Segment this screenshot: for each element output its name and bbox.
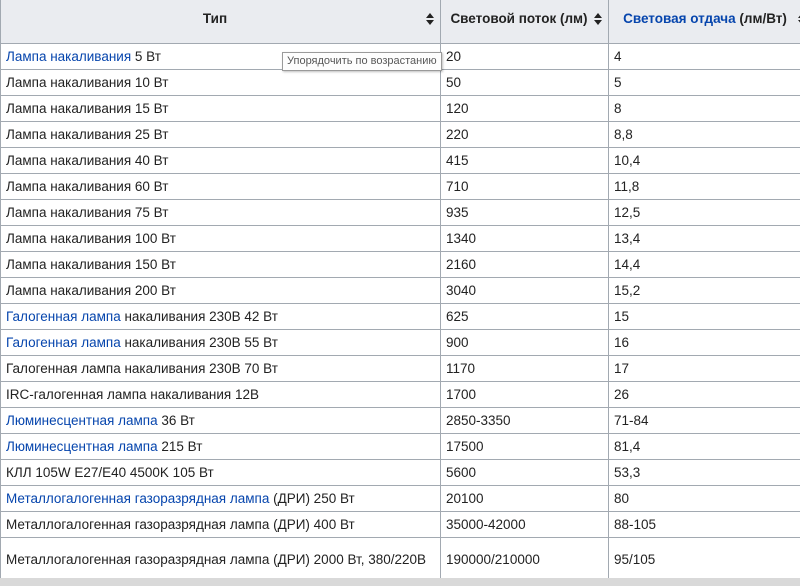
cell-text: Лампа накаливания 100 Вт <box>6 230 176 246</box>
table-row <box>1 174 800 200</box>
cell-luminous-efficacy: 71-84 <box>609 408 800 434</box>
cell-luminous-flux: 1340 <box>441 226 609 252</box>
cell-luminous-flux: 935 <box>441 200 609 226</box>
cell-luminous-efficacy: 14,4 <box>609 252 800 278</box>
cell-text: Лампа накаливания 25 Вт <box>6 126 169 142</box>
cell-text: КЛЛ 105W E27/E40 4500K 105 Вт <box>6 464 214 480</box>
cell-luminous-efficacy: 10,4 <box>609 148 800 174</box>
table-row <box>1 408 800 434</box>
column-header-label <box>623 10 787 28</box>
table-body <box>1 44 800 583</box>
horizontal-scrollbar[interactable] <box>0 578 800 586</box>
cell-text: Лампа накаливания 60 Вт <box>6 178 169 194</box>
cell-luminous-flux: 900 <box>441 330 609 356</box>
cell-lamp-type <box>1 356 441 382</box>
cell-lamp-type <box>1 512 441 538</box>
table-row <box>1 148 800 174</box>
cell-luminous-efficacy: 80 <box>609 486 800 512</box>
wiki-link[interactable]: Люминесцентная лампа <box>6 438 158 454</box>
cell-text: Тип <box>202 11 228 26</box>
column-header-label <box>203 10 227 28</box>
cell-luminous-flux: 5600 <box>441 460 609 486</box>
wiki-link[interactable]: Галогенная лампа <box>6 308 121 324</box>
table-header-row <box>1 0 800 44</box>
table-row <box>1 122 800 148</box>
cell-lamp-type <box>1 538 441 583</box>
column-header-luminous-efficacy[interactable] <box>609 0 800 44</box>
cell-luminous-flux: 625 <box>441 304 609 330</box>
cell-text: Лампа накаливания 200 Вт <box>6 282 176 298</box>
cell-lamp-type <box>1 96 441 122</box>
cell-lamp-type <box>1 70 441 96</box>
cell-text: Лампа накаливания 15 Вт <box>6 100 169 116</box>
table-row <box>1 226 800 252</box>
cell-luminous-efficacy: 17 <box>609 356 800 382</box>
wiki-link[interactable]: Лампа накаливания <box>6 48 132 64</box>
cell-luminous-flux: 2160 <box>441 252 609 278</box>
cell-luminous-efficacy: 13,4 <box>609 226 800 252</box>
cell-lamp-type <box>1 486 441 512</box>
cell-luminous-efficacy: 8,8 <box>609 122 800 148</box>
cell-luminous-flux: 20 <box>441 44 609 70</box>
sort-both-arrows-icon[interactable] <box>594 13 602 25</box>
table-row <box>1 304 800 330</box>
table-row <box>1 486 800 512</box>
cell-text: Металлогалогенная газоразрядная лампа (ДРИ) 2000 Вт, 380/220В <box>6 552 427 567</box>
cell-text: 215 Вт <box>157 438 203 454</box>
table-row <box>1 96 800 122</box>
table-row <box>1 434 800 460</box>
cell-text: 36 Вт <box>157 412 195 428</box>
wiki-link[interactable]: Световая отдача <box>623 11 736 26</box>
cell-lamp-type <box>1 382 441 408</box>
cell-luminous-efficacy: 4 <box>609 44 800 70</box>
cell-lamp-type <box>1 148 441 174</box>
cell-text: накаливания 230В 42 Вт <box>120 308 278 324</box>
cell-luminous-efficacy: 15 <box>609 304 800 330</box>
cell-lamp-type <box>1 174 441 200</box>
cell-text: Металлогалогенная газоразрядная лампа (ДРИ) 400 Вт <box>6 516 355 532</box>
sort-both-arrows-icon[interactable] <box>426 13 434 25</box>
cell-luminous-efficacy: 11,8 <box>609 174 800 200</box>
table-row <box>1 278 800 304</box>
cell-text: IRC-галогенная лампа накаливания 12В <box>6 386 259 402</box>
wiki-link[interactable]: Металлогалогенная газоразрядная лампа <box>6 490 270 506</box>
cell-luminous-flux: 20100 <box>441 486 609 512</box>
cell-text: Лампа накаливания 75 Вт <box>6 204 169 220</box>
cell-lamp-type <box>1 304 441 330</box>
cell-luminous-flux: 3040 <box>441 278 609 304</box>
cell-text: Световой поток (лм) <box>450 11 588 26</box>
table-row <box>1 538 800 583</box>
cell-lamp-type <box>1 408 441 434</box>
cell-lamp-type <box>1 278 441 304</box>
cell-luminous-efficacy: 88-105 <box>609 512 800 538</box>
cell-text: Лампа накаливания 10 Вт <box>6 74 169 90</box>
cell-lamp-type <box>1 330 441 356</box>
cell-text: Лампа накаливания 40 Вт <box>6 152 169 168</box>
cell-luminous-efficacy: 8 <box>609 96 800 122</box>
cell-luminous-efficacy: 81,4 <box>609 434 800 460</box>
table-row <box>1 460 800 486</box>
cell-luminous-flux: 1170 <box>441 356 609 382</box>
cell-lamp-type <box>1 122 441 148</box>
cell-lamp-type <box>1 460 441 486</box>
table-row <box>1 70 800 96</box>
cell-text: Галогенная лампа накаливания 230В 70 Вт <box>6 360 278 376</box>
column-header-label <box>450 10 587 28</box>
table-row <box>1 200 800 226</box>
cell-luminous-efficacy: 15,2 <box>609 278 800 304</box>
table-row <box>1 330 800 356</box>
cell-luminous-flux: 2850-3350 <box>441 408 609 434</box>
cell-luminous-flux: 35000-42000 <box>441 512 609 538</box>
cell-luminous-efficacy: 12,5 <box>609 200 800 226</box>
cell-luminous-efficacy: 5 <box>609 70 800 96</box>
cell-luminous-flux: 1700 <box>441 382 609 408</box>
cell-luminous-flux: 17500 <box>441 434 609 460</box>
sort-tooltip: Упорядочить по возрастанию <box>282 52 442 71</box>
cell-lamp-type <box>1 226 441 252</box>
cell-text: Лампа накаливания 150 Вт <box>6 256 176 272</box>
cell-lamp-type <box>1 200 441 226</box>
cell-luminous-flux: 710 <box>441 174 609 200</box>
cell-lamp-type <box>1 434 441 460</box>
cell-luminous-flux: 120 <box>441 96 609 122</box>
table-row <box>1 512 800 538</box>
cell-lamp-type <box>1 252 441 278</box>
cell-text: (ДРИ) 250 Вт <box>269 490 355 506</box>
wiki-link[interactable]: Люминесцентная лампа <box>6 412 158 428</box>
cell-luminous-flux: 50 <box>441 70 609 96</box>
cell-luminous-efficacy: 26 <box>609 382 800 408</box>
table-row <box>1 252 800 278</box>
column-header-luminous-flux[interactable] <box>441 0 609 44</box>
cell-luminous-flux: 220 <box>441 122 609 148</box>
cell-luminous-flux: 415 <box>441 148 609 174</box>
cell-text: накаливания 230В 55 Вт <box>120 334 278 350</box>
cell-luminous-flux: 190000/210000 <box>441 538 609 583</box>
table-row <box>1 382 800 408</box>
cell-luminous-efficacy: 53,3 <box>609 460 800 486</box>
cell-text: (лм/Вт) <box>735 11 787 26</box>
column-header-type[interactable] <box>1 0 441 44</box>
cell-text: 5 Вт <box>131 48 161 64</box>
cell-luminous-efficacy: 95/105 <box>609 538 800 583</box>
cell-luminous-efficacy: 16 <box>609 330 800 356</box>
wiki-link[interactable]: Галогенная лампа <box>6 334 121 350</box>
table-row <box>1 356 800 382</box>
